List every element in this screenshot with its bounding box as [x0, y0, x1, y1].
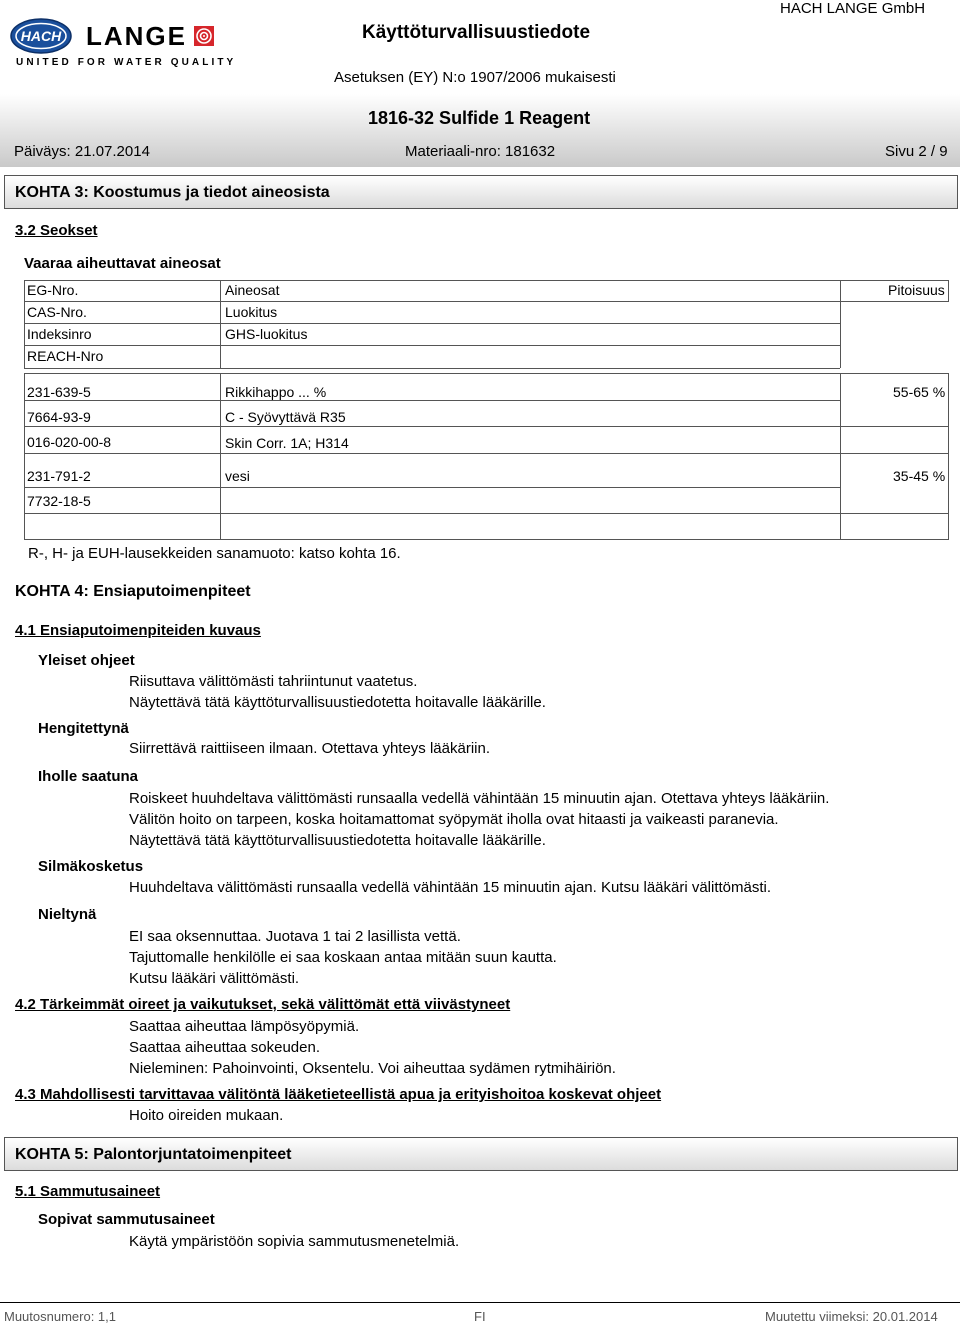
ingestion-line: EI saa oksennuttaa. Juotava 1 tai 2 lasillista vettä.: [129, 928, 461, 945]
table-line: [24, 373, 949, 374]
skin-contact-line: Välitön hoito on tarpeen, koska hoitamattomat syöpymät iholla ovat hitaasti ja vaikeasti paranevia.: [129, 811, 779, 828]
table-header-cell: Pitoisuus: [888, 282, 945, 298]
table-line: [24, 426, 949, 427]
section-3-header: [4, 175, 958, 209]
page-number: Sivu 2 / 9: [885, 143, 948, 160]
symptom-line: Saattaa aiheuttaa lämpösyöpymiä.: [129, 1018, 360, 1035]
table-line: [24, 373, 25, 540]
hach-logo-text: HACH: [20, 28, 62, 44]
table-cell: 35-45 %: [893, 468, 946, 484]
section-5-title: KOHTA 5: Palontorjuntatoimenpiteet: [15, 1146, 292, 1163]
hach-logo: [10, 18, 72, 54]
table-cell: 7732-18-5: [27, 493, 91, 509]
table-cell: 231-639-5: [27, 384, 91, 400]
table-header-cell: REACH-Nro: [27, 348, 104, 364]
table-line: [24, 323, 840, 324]
subsection-4-1: 4.1 Ensiaputoimenpiteiden kuvaus: [15, 622, 261, 639]
table-cell: 7664-93-9: [27, 409, 91, 425]
company-name: HACH LANGE GmbH: [780, 0, 926, 17]
symptom-line: Saattaa aiheuttaa sokeuden.: [129, 1039, 320, 1056]
product-name: 1816-32 Sulfide 1 Reagent: [368, 108, 591, 128]
language-code: FI: [474, 1309, 486, 1324]
table-line: [948, 373, 949, 540]
hazardous-components-title: Vaaraa aiheuttavat aineosat: [24, 255, 221, 272]
regulation-reference: Asetuksen (EY) N:o 1907/2006 mukaisesti: [334, 69, 616, 86]
eye-contact-label: Silmäkosketus: [38, 858, 144, 875]
table-cell: Rikkihappo ... %: [225, 384, 327, 400]
last-modified: Muutettu viimeksi: 20.01.2014: [765, 1309, 938, 1324]
table-cell: 231-791-2: [27, 468, 91, 484]
general-advice-line: Riisuttava välittömästi tahriintunut vaatetus.: [129, 673, 418, 690]
table-line: [24, 539, 949, 540]
table-header-cell: EG-Nro.: [27, 282, 79, 298]
subsection-5-1: 5.1 Sammutusaineet: [15, 1183, 161, 1200]
section-3-title: KOHTA 3: Koostumus ja tiedot aineosista: [15, 184, 330, 201]
table-header-cell: Aineosat: [225, 282, 280, 298]
table-line: [840, 373, 841, 540]
document-date: Päiväys: 21.07.2014: [14, 143, 150, 160]
material-number: Materiaali-nro: 181632: [405, 143, 556, 160]
table-header-cell: GHS-luokitus: [225, 326, 308, 342]
table-line: [24, 513, 949, 514]
table-cell: Skin Corr. 1A; H314: [225, 435, 349, 451]
lange-logo: LANGE: [86, 21, 187, 51]
tagline: UNITED FOR WATER QUALITY: [16, 57, 237, 68]
table-cell: vesi: [225, 468, 250, 484]
ingestion-line: Kutsu lääkäri välittömästi.: [129, 970, 300, 987]
phrases-note: R-, H- ja EUH-lausekkeiden sanamuoto: katso kohta 16.: [28, 545, 401, 562]
components-table: [24, 280, 949, 540]
general-advice-label: Yleiset ohjeet: [38, 652, 135, 669]
table-line: [24, 487, 840, 488]
table-header-cell: Indeksinro: [27, 326, 92, 342]
general-advice-line: Näytettävä tätä käyttöturvallisuustiedotetta hoitavalle lääkärille.: [129, 694, 546, 711]
inhalation-line: Siirrettävä raittiiseen ilmaan. Otettava yhteys lääkäriin.: [129, 740, 490, 757]
inhalation-label: Hengitettynä: [38, 720, 129, 737]
table-line: [24, 301, 949, 302]
skin-contact-label: Iholle saatuna: [38, 768, 139, 785]
table-cell: 016-020-00-8: [27, 434, 112, 450]
table-line: [24, 453, 949, 454]
subsection-4-3: 4.3 Mahdollisesti tarvittavaa välitöntä lääketieteellistä apua ja erityishoitoa koskevat ohjeet: [15, 1086, 662, 1103]
ingestion-label: Nieltynä: [38, 906, 97, 923]
table-line: [948, 280, 949, 302]
footer-divider: [0, 1302, 960, 1303]
table-cell: C - Syövyttävä R35: [225, 409, 346, 425]
table-header-cell: CAS-Nro.: [27, 304, 87, 320]
lange-target-icon: [194, 26, 214, 46]
table-line: [24, 368, 840, 369]
table-line: [24, 280, 949, 281]
section-4-title: KOHTA 4: Ensiaputoimenpiteet: [15, 583, 251, 600]
table-line: [24, 280, 25, 368]
revision-number: Muutosnumero: 1,1: [4, 1309, 117, 1324]
table-cell: 55-65 %: [893, 384, 946, 400]
table-line: [24, 345, 840, 346]
section-5-header: [4, 1137, 958, 1171]
table-line: [220, 280, 221, 368]
ingestion-line: Tajuttomalle henkilölle ei saa koskaan antaa mitään suun kautta.: [129, 949, 557, 966]
subsection-4-2: 4.2 Tärkeimmät oireet ja vaikutukset, sekä välittömät että viivästyneet: [15, 996, 511, 1013]
suitable-media-line: Käytä ympäristöön sopivia sammutusmenetelmiä.: [129, 1233, 460, 1250]
table-line: [24, 400, 840, 401]
document-title: Käyttöturvallisuustiedote: [362, 22, 591, 43]
eye-contact-line: Huuhdeltava välittömästi runsaalla vedellä vähintään 15 minuutin ajan. Kutsu lääkäri välittömästi.: [129, 879, 772, 896]
symptom-line: Nieleminen: Pahoinvointi, Oksentelu. Voi aiheuttaa sydämen rytmihäiriön.: [129, 1060, 616, 1077]
table-line: [220, 373, 221, 540]
skin-contact-line: Roiskeet huuhdeltava välittömästi runsaalla vedellä vähintään 15 minuutin ajan. Otettava yhteys lääkäriin.: [129, 790, 830, 807]
suitable-media-label: Sopivat sammutusaineet: [38, 1211, 215, 1228]
subsection-3-2: 3.2 Seokset: [15, 222, 98, 239]
treatment-line: Hoito oireiden mukaan.: [129, 1107, 284, 1124]
table-header-cell: Luokitus: [225, 304, 278, 320]
table-line: [840, 280, 841, 368]
skin-contact-line: Näytettävä tätä käyttöturvallisuustiedotetta hoitavalle lääkärille.: [129, 832, 546, 849]
